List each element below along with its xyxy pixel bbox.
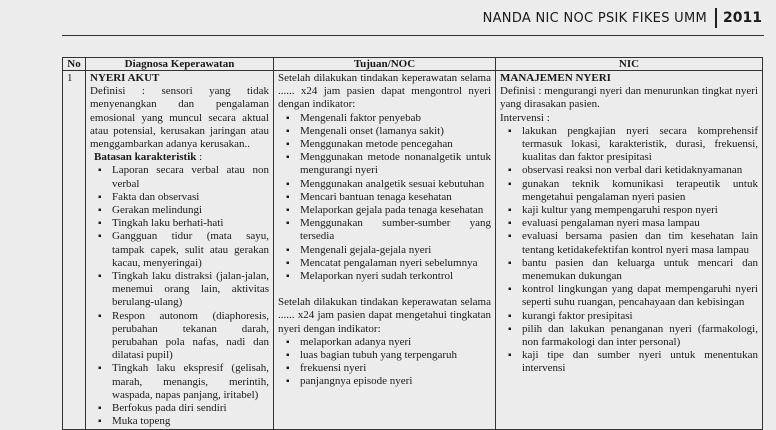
table-header-row [63, 58, 763, 71]
list-item: ▪ Menggunakan metode nonanalgetik untuk mengurangi nyeri [278, 151, 491, 177]
list-item: ▪ Mengenali faktor penyebab [278, 112, 491, 125]
tujuan-list-1 [278, 112, 491, 284]
list-item: ▪ Laporan secara verbal atau non verbal [90, 164, 269, 190]
list-item: ▪ gunakan teknik komunikasi terapeutik untuk mengetahui pengalaman nyeri pasien [500, 178, 758, 204]
list-item: ▪ Tingkah laku ekspresif (gelisah, marah, menangis, merintih, waspada, napas panjang, iritabel) [90, 362, 269, 402]
list-item: ▪ evaluasi bersama pasien dan tim kesehatan lain tentang ketidakefektifan kontrol nyeri masa lampau [500, 230, 758, 256]
list-item: ▪ melaporkan adanya nyeri [278, 336, 491, 349]
col-header-no: No [63, 58, 86, 71]
batasan-heading [90, 151, 269, 164]
batasan-title: Batasan karakteristik [94, 151, 197, 164]
header-rule [62, 35, 764, 36]
list-item: ▪ Tingkah laku berhati-hati [90, 217, 269, 230]
batasan-colon: : [196, 151, 203, 164]
nic-list [500, 125, 758, 376]
col-header-tujuan: Tujuan/NOC [274, 58, 496, 71]
list-item: ▪ Mencatat pengalaman nyeri sebelumnya [278, 257, 491, 270]
header-title: NANDA NIC NOC PSIK FIKES UMM [482, 10, 708, 26]
cell-no: 1 [63, 71, 86, 430]
nic-title: MANAJEMEN NYERI [500, 72, 611, 84]
list-item: ▪ Berfokus pada diri sendiri [90, 402, 269, 415]
list-item: ▪ frekuensi nyeri [278, 362, 491, 375]
list-item: ▪ kurangi faktor presipitasi [500, 310, 758, 323]
tujuan-list-2 [278, 336, 491, 389]
col-header-diagnosa: Diagnosa Keperawatan [86, 58, 274, 71]
list-item: ▪ Fakta dan observasi [90, 191, 269, 204]
list-item: ▪ observasi reaksi non verbal dari ketidaknyamanan [500, 164, 758, 177]
list-item: ▪ kontrol lingkungan yang dapat mempengaruhi nyeri seperti suhu ruangan, pencahayaan dan kebisingan [500, 283, 758, 309]
list-item: ▪ Gerakan melindungi [90, 204, 269, 217]
list-item: ▪ Gangguan tidur (mata sayu, tampak capek, sulit atau gerakan kacau, menyeringai) [90, 230, 269, 270]
table-row [63, 71, 763, 430]
spacer [278, 283, 491, 296]
list-item: ▪ evaluasi pengalaman nyeri masa lampau [500, 217, 758, 230]
list-item: ▪ Mengenali gejala-gejala nyeri [278, 244, 491, 257]
list-item: ▪ Mengenali onset (lamanya sakit) [278, 125, 491, 138]
tujuan-intro-1: Setelah dilakukan tindakan keperawatan selama ...... x24 jam pasien dapat mengontrol nyeri dengan indikator: [278, 72, 491, 111]
cell-tujuan [274, 71, 496, 430]
list-item: ▪ bantu pasien dan keluarga untuk mencari dan menemukan dukungan [500, 257, 758, 283]
diagnosa-definisi: Definisi : sensori yang tidak menyenangkan dan pengalaman emosional yang muncul secara aktual atau potensial, kerusakan jaringan atau menggambarkan adanya kerusakan.. [90, 85, 269, 151]
list-item: ▪ panjangnya episode nyeri [278, 375, 491, 388]
list-item: ▪ lakukan pengkajian nyeri secara komprehensif termasuk lokasi, karakteristik, durasi, frekuensi, kualitas dan faktor presipitasi [500, 125, 758, 165]
list-item: ▪ Melaporkan gejala pada tenaga kesehatan [278, 204, 491, 217]
header-year: 2011 [723, 10, 762, 26]
list-item: ▪ Melaporkan nyeri sudah terkontrol [278, 270, 491, 283]
list-item: ▪ Menggunakan analgetik sesuai kebutuhan [278, 178, 491, 191]
nic-definisi: Definisi : mengurangi nyeri dan menurunkan tingkat nyeri yang dirasakan pasien. [500, 85, 758, 111]
list-item: ▪ kaji tipe dan sumber nyeri untuk menentukan intervensi [500, 349, 758, 375]
care-plan-table [62, 57, 763, 430]
list-item: ▪ pilih dan lakukan penanganan nyeri (farmakologi, non farmakologi dan inter personal) [500, 323, 758, 349]
nic-intervensi-label: Intervensi : [500, 111, 550, 124]
list-item: ▪ Muka topeng [90, 415, 269, 428]
col-header-nic: NIC [496, 58, 763, 71]
list-item: ▪ Menggunakan sumber-sumber yang tersedia [278, 217, 491, 243]
list-item: ▪ Tingkah laku distraksi (jalan-jalan, menemui orang lain, aktivitas berulang-ulang) [90, 270, 269, 310]
page-header [483, 8, 762, 28]
list-item: ▪ luas bagian tubuh yang terpengaruh [278, 349, 491, 362]
list-item: ▪ kaji kultur yang mempengaruhi respon nyeri [500, 204, 758, 217]
tujuan-intro-2: Setelah dilakukan tindakan keperawatan selama ...... x24 jam pasien dapat mengetahui tingkatan nyeri dengan indikator: [278, 296, 491, 335]
list-item: ▪ Menggunakan metode pencegahan [278, 138, 491, 151]
list-item: ▪ Mencari bantuan tenaga kesehatan [278, 191, 491, 204]
list-item: ▪ Respon autonom (diaphoresis, perubahan tekanan darah, perubahan pola nafas, nadi dan dilatasi pupil) [90, 310, 269, 363]
diagnosa-title: NYERI AKUT [90, 72, 160, 84]
cell-diagnosa [86, 71, 274, 430]
batasan-list [90, 164, 269, 428]
cell-nic [496, 71, 763, 430]
